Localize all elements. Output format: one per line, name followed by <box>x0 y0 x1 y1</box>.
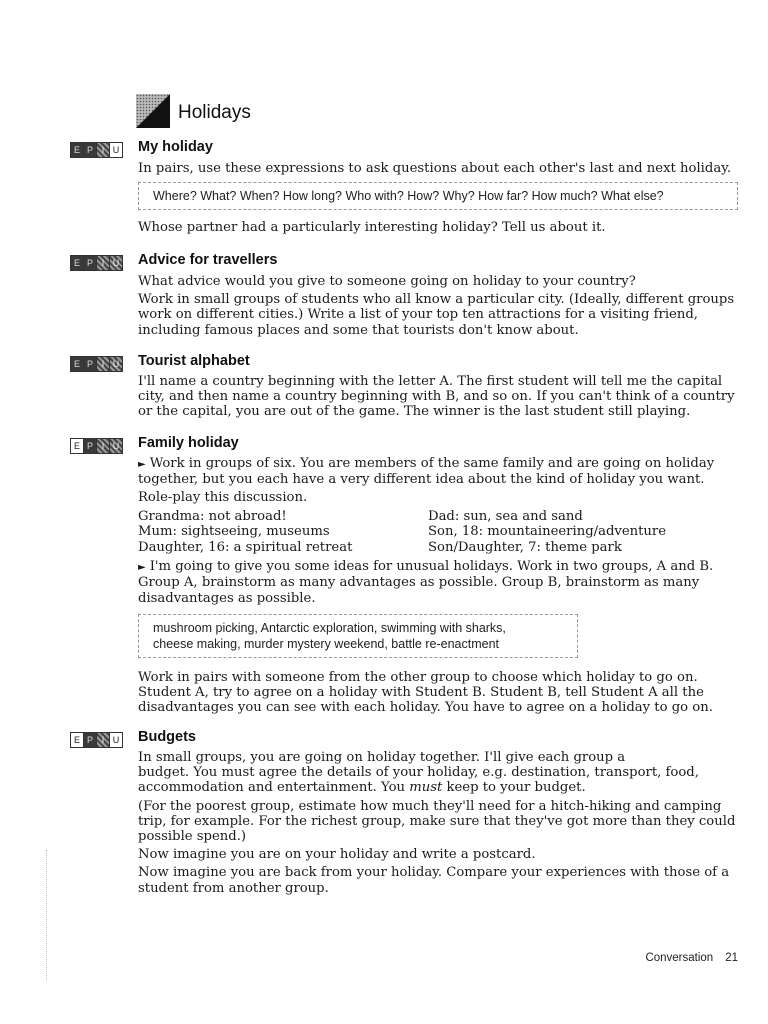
paragraph: Now imagine you are back from your holiday. Compare your experiences with those of a student from another group. <box>138 865 730 896</box>
role-item: Mum: sightseeing, museums <box>138 524 330 540</box>
level-u: U <box>110 143 122 157</box>
level-u: U <box>110 256 122 270</box>
level-i: I <box>97 733 110 747</box>
level-u: U <box>110 357 122 371</box>
level-e: E <box>71 143 84 157</box>
level-indicator <box>70 732 123 748</box>
section-title: Tourist alphabet <box>138 353 250 369</box>
section-body <box>138 456 738 718</box>
paragraph-text: budget. You must agree the details of your holiday, e.g. destination, transport, food, accommodation and entertainment. You <box>138 765 699 796</box>
paragraph: Now imagine you are on your holiday and write a postcard. <box>138 847 536 863</box>
role-item: Daughter, 16: a spiritual retreat <box>138 539 353 555</box>
level-e: E <box>71 733 84 747</box>
level-i: I <box>97 256 110 270</box>
paragraph <box>138 750 738 796</box>
section-body <box>138 274 738 341</box>
level-u: U <box>110 733 122 747</box>
section-body <box>138 374 738 423</box>
section-title: My holiday <box>138 139 213 155</box>
section-title: Family holiday <box>138 435 239 451</box>
paragraph-text: I'm going to give you some ideas for unusual holidays. Work in two groups, A and B. Group A, brainstorm as many advantages as possible. Group B, brainstorm as many disadvantages as possible. <box>138 559 714 606</box>
level-p: P <box>84 143 97 157</box>
level-i: I <box>97 439 110 453</box>
level-indicator <box>70 356 123 372</box>
chapter-triangle-icon <box>136 94 170 128</box>
role-list <box>138 509 738 556</box>
page-footer <box>645 952 738 964</box>
paragraph: (For the poorest group, estimate how much they'll need for a hitch-hiking and camping trip, for example. For the richest group, make sure that they've got more than they could possible spend.) <box>138 798 736 845</box>
page-number: 21 <box>725 952 738 964</box>
paragraph: What advice would you give to someone going on holiday to your country? <box>138 274 636 289</box>
level-p: P <box>84 733 97 747</box>
paragraph-line: In small groups, you are going on holiday together. I'll give each group a <box>138 750 626 765</box>
expressions-box: Where? What? When? How long? Who with? How? Why? How far? How much? What else? <box>138 182 738 210</box>
paragraph: In pairs, use these expressions to ask questions about each other's last and next holiday. <box>138 161 732 176</box>
paragraph-step-1 <box>138 456 738 487</box>
emphasis: must <box>409 780 443 796</box>
holiday-ideas-box <box>138 614 578 658</box>
level-e: E <box>71 439 84 453</box>
role-item: Grandma: not abroad! <box>138 508 287 524</box>
paragraph: Work in pairs with someone from the other group to choose which holiday to go on. Student A, try to agree on a holiday with Student B. Student B, tell Student A all the disadvantages you can see with each holiday. You have to agree on a holiday to go on. <box>138 669 713 716</box>
paragraph: Work in small groups of students who all know a particular city. (Ideally, different groups work on different cities.) Write a list of your top ten attractions for a visiting friend, including famous places and some that tourists don't know about. <box>138 292 735 338</box>
role-item: Dad: sun, sea and sand <box>428 508 583 524</box>
section-title: Budgets <box>138 729 196 745</box>
level-indicator <box>70 255 123 271</box>
section-body <box>138 161 738 238</box>
level-e: E <box>71 357 84 371</box>
paragraph: Whose partner had a particularly interesting holiday? Tell us about it. <box>138 220 606 236</box>
level-u: U <box>110 439 122 453</box>
paragraph-text: keep to your budget. <box>442 780 586 796</box>
level-p: P <box>84 439 97 453</box>
level-i: I <box>97 357 110 371</box>
level-p: P <box>84 357 97 371</box>
box-line: cheese making, murder mystery weekend, battle re-enactment <box>153 636 499 651</box>
role-item: Son, 18: mountaineering/adventure <box>428 524 667 540</box>
arrow-icon: ► <box>138 459 146 470</box>
chapter-header <box>136 94 251 128</box>
paragraph: Role-play this discussion. <box>138 490 308 506</box>
role-item: Son/Daughter, 7: theme park <box>428 539 622 555</box>
level-i: I <box>97 143 110 157</box>
box-line: mushroom picking, Antarctic exploration, swimming with sharks, <box>153 620 506 635</box>
level-p: P <box>84 256 97 270</box>
paragraph-step-2 <box>138 559 738 606</box>
level-indicator <box>70 142 123 158</box>
footer-label: Conversation <box>645 952 714 964</box>
level-e: E <box>71 256 84 270</box>
section-body <box>138 750 738 899</box>
paragraph: I'll name a country beginning with the letter A. The first student will tell me the capital city, and then name a country beginning with B, and so on. If you can't think of a country or the capital, you are out of the game. The winner is the last student still playing. <box>138 374 735 420</box>
margin-mark <box>46 850 48 980</box>
arrow-icon: ► <box>138 562 146 574</box>
chapter-title: Holidays <box>178 102 251 123</box>
paragraph-text: Work in groups of six. You are members of the same family and are going on holiday together, but you each have a very different idea about the kind of holiday you want. <box>138 456 715 488</box>
section-title: Advice for travellers <box>138 252 278 268</box>
level-indicator <box>70 438 123 454</box>
